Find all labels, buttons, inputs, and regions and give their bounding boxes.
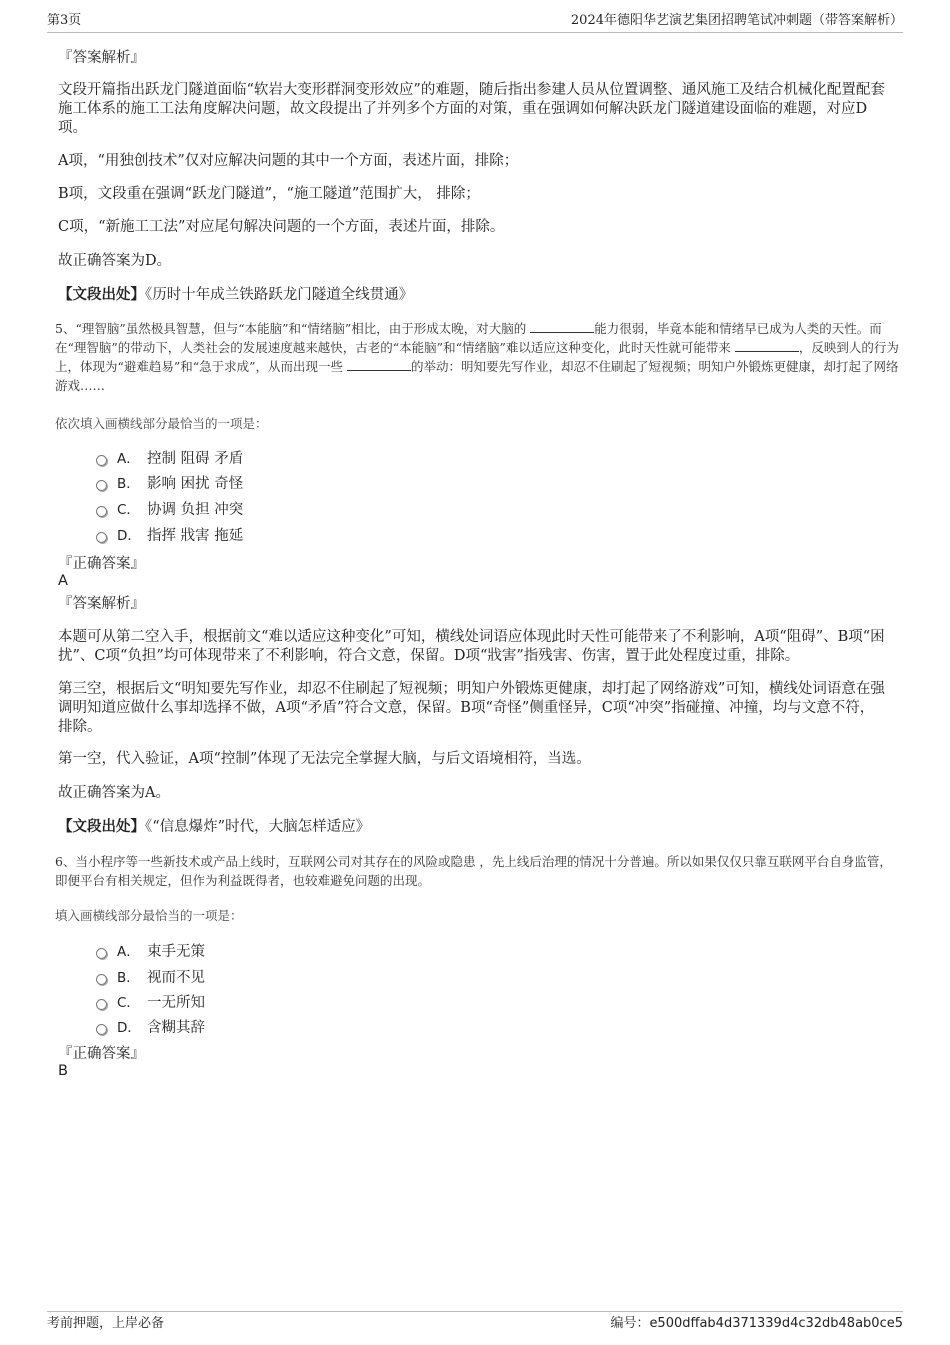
q4-analysis-paragraph: 故正确答案为D。: [58, 253, 172, 269]
stem-text: 的举动：明知要先写作业，却忍不住刷起了短视频；明知户外锻炼更健康，却打起了网络游戏……: [55, 359, 899, 393]
document-id: 编号：e500dffab4d371339d4c32db48ab0ce5: [610, 1316, 903, 1331]
option-d[interactable]: D． 指挥 戕害 拖延: [96, 526, 243, 546]
q5-analysis-paragraph: 本题可从第二空入手，根据前文“难以适应这种变化”可知，横线处词语应体现此时天性可能带来了不利影响，A项“阻碍”、B项“困扰”、C项“负担”均可体现带来了不利影响，符合文意，保留。D项“戕害”指残害、伤害，置于此处程度过重，排除。: [58, 629, 885, 664]
radio-icon[interactable]: [96, 1024, 107, 1035]
option-d[interactable]: D． 含糊其辞: [96, 1018, 205, 1038]
stem-text: ，反映到人的行为上，体现为“避难趋易”和“急于求成”，从而出现一些: [55, 340, 899, 374]
option-b[interactable]: B． 视而不见: [96, 968, 205, 988]
page-footer: [47, 1311, 903, 1338]
q4-analysis-paragraph: B项，文段重在强调“跃龙门隧道”，“施工隧道”范围扩大， 排除；: [58, 186, 480, 202]
q5-source: [58, 817, 888, 837]
page-header: [47, 12, 903, 33]
source-label: 【文段出处】: [58, 286, 145, 303]
radio-icon[interactable]: [96, 532, 107, 543]
fill-blank: [347, 358, 411, 371]
question-6-stem: 6、当小程序等一些新技术或产品上线时，互联网公司对其存在的风险或隐患 ，先上线后治理的情况十分普遍。所以如果仅仅只靠互联网平台自身监管，即便平台有相关规定，但作为利益既得者，也较难避免问题的出现。: [55, 854, 892, 888]
radio-icon[interactable]: [96, 455, 107, 466]
option-c[interactable]: C． 一无所知: [96, 993, 205, 1013]
document-title: 2024年德阳华艺演艺集团招聘笔试冲刺题（带答案解析）: [570, 13, 903, 28]
page-number: 第3页: [47, 13, 82, 28]
radio-icon[interactable]: [96, 999, 107, 1010]
q5-analysis-paragraph: 第一空，代入验证，A项“控制”体现了无法完全掌握大脑，与后文语境相符，当选。: [58, 751, 591, 767]
option-a[interactable]: A． 控制 阻碍 矛盾: [96, 449, 243, 469]
source-title: 《“信息爆炸”时代，大脑怎样适应》: [145, 819, 371, 835]
q4-analysis-paragraph: 文段开篇指出跃龙门隧道面临“软岩大变形群洞变形效应”的难题，随后指出参建人员从位置调整、通风施工及结合机械化配置配套施工体系的施工工法角度解决问题，故文段提出了并列多个方面的对策，重在强调如何解决跃龙门隧道建设面临的难题，对应D项。: [58, 82, 885, 136]
q5-analysis-paragraph: 第三空，根据后文“明知要先写作业，却忍不住刷起了短视频；明知户外锻炼更健康，却打起了网络游戏”可知，横线处词语意在强调明知道应做什么事却选择不做，A项“矛盾”符合文意，保留。B项“奇怪”侧重怪异，C项“冲突”指碰撞、冲撞，均与文意不符，排除。: [58, 681, 885, 735]
stem-text: 5、“理智脑”虽然极具智慧，但与“本能脑”和“情绪脑”相比，由于形成太晚，对大脑的: [55, 321, 527, 336]
option-a[interactable]: A． 束手无策: [96, 942, 205, 962]
correct-answer-label: 『正确答案』: [58, 556, 145, 572]
correct-answer-value: B: [58, 1063, 68, 1079]
footer-slogan: 考前押题，上岸必备: [47, 1316, 165, 1331]
q4-analysis-paragraph: A项，“用独创技术”仅对应解决问题的其中一个方面，表述片面，排除；: [58, 153, 519, 169]
q5-analysis-paragraph: 故正确答案为A。: [58, 785, 170, 801]
source-title: 《历时十年成兰铁路跃龙门隧道全线贯通》: [145, 287, 414, 303]
q4-analysis-paragraph: C项，“新施工工法”对应尾句解决问题的一个方面，表述片面，排除。: [58, 219, 505, 235]
q4-source: [58, 285, 888, 305]
stem-text: 能力很弱，毕竟本能和情绪早已成为人类的天性。而在“理智脑”的带动下，人类社会的发展速度越来越快，古老的“本能脑”和“情绪脑”难以适应这种变化，此时天性就可能带来: [55, 321, 882, 355]
fill-blank: [530, 320, 594, 333]
radio-icon[interactable]: [96, 974, 107, 985]
fill-blank: [735, 339, 799, 352]
correct-answer-value: A: [58, 573, 68, 589]
q5-analysis-label: 『答案解析』: [58, 596, 145, 612]
radio-icon[interactable]: [96, 948, 107, 959]
correct-answer-label: 『正确答案』: [58, 1046, 145, 1062]
q4-analysis-label: 『答案解析』: [58, 50, 145, 66]
question-6-instruction: 填入画横线部分最恰当的一项是：: [55, 908, 243, 923]
radio-icon[interactable]: [96, 506, 107, 517]
question-5-instruction: 依次填入画横线部分最恰当的一项是：: [55, 416, 268, 431]
option-c[interactable]: C． 协调 负担 冲突: [96, 500, 243, 520]
question-5-stem: [55, 319, 900, 395]
source-label: 【文段出处】: [58, 818, 145, 835]
radio-icon[interactable]: [96, 480, 107, 491]
option-b[interactable]: B． 影响 困扰 奇怪: [96, 474, 243, 494]
